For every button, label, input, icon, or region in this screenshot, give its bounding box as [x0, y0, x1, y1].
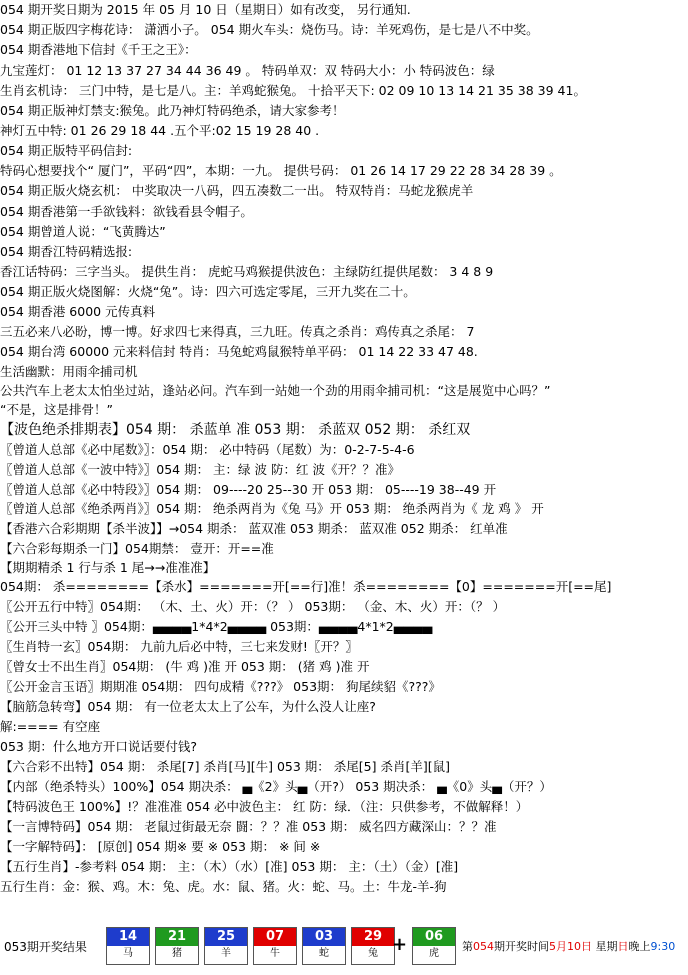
result-ball [106, 927, 150, 965]
text-line: 生肖玄机诗： 三门中特，是七是八。主：羊鸡蛇猴兔。 十拾平天下: 02 09 10 13 14 21 35 38 39 41。 [0, 83, 586, 98]
result-ball [351, 927, 395, 965]
text-line: 公共汽车上老太太怕坐过站，逢站必问。汽车到一站她一个劲的用雨伞捕司机：“这是展览中心吗？” [0, 383, 551, 398]
text-line: 054 期正版神灯禁支:猴兔。此乃神灯特码绝杀，请大家参考！ [0, 103, 345, 118]
text-line: 〖公开金言玉语〗期期准 054期： 四句成精《???》 053期： 狗尾续貂《???》 [0, 679, 441, 694]
text-line: 054 期香港地下信封《千王之王》： [0, 42, 197, 57]
text-line: 〖曾道人总部《一波中特》〗054 期： 主：绿 波 防：红 波《开？？准》 [0, 462, 400, 477]
text-line: 〖曾道人总部《必中尾数》〗：054 期： 必中特码（尾数）为：0-2-7-5-4-6 [0, 442, 415, 457]
ball-number: 21 [156, 928, 198, 946]
text-line: 【脑筋急转弯】054 期： 有一位老太太上了公车，为什么没人让座? [0, 699, 376, 714]
result-ball [204, 927, 248, 965]
next-draw-info [462, 938, 675, 954]
text-line: 【期期精杀 1 行与杀 1 尾→→准准准】 [0, 560, 216, 575]
text-line: 解:==== 有空座 [0, 719, 101, 734]
ball-number: 25 [205, 928, 247, 946]
text-line: 054 期香江特码精选报: [0, 244, 133, 259]
text-line: 〖生肖特一玄〗054期： 九前九后必中特，三七来发财!〖开？〗 [0, 639, 358, 654]
text-line: 五行生肖：金：猴、鸡。木：兔、虎。水：鼠、猪。火：蛇、马。土：牛龙-羊-狗 [0, 879, 447, 894]
text-line: 【一字解特码】： [原创] 054 期※ 要 ※ 053 期： ※ 间 ※ [0, 839, 321, 854]
text-line: 054 期曾道人说：“飞黄腾达” [0, 224, 166, 239]
results-label: 053期开奖结果 [4, 940, 87, 954]
next-draw-weekday: 日 [617, 940, 629, 953]
text-line: 〖曾道人总部《绝杀两肖》〗054 期： 绝杀两肖为《兔 马》开 053 期： 绝杀两肖为《 龙 鸡 》 开 [0, 501, 544, 516]
text-line: 〖公开五行中特〗054期： （木、土、火）开：（？ ） 053期： （金、木、火）开：（？ ） [0, 599, 506, 614]
ball-zodiac: 蛇 [303, 946, 345, 962]
text-line: 【特码波色王 100%】!？准准准 054 必中波色主： 红 防：绿．（注：只供参考，不做解释！） [0, 799, 529, 814]
ball-zodiac: 马 [107, 946, 149, 962]
text-line: 054期： 杀========【杀水】=======开[==行]准！杀========【0】=======开[==尾] [0, 579, 612, 594]
result-ball [253, 927, 297, 965]
result-ball [155, 927, 199, 965]
next-draw-text: 期开奖时间 [494, 940, 549, 953]
text-line: 054 期开奖日期为 2015 年 05 月 10 日（星期日）如有改变， 另行通知. [0, 2, 411, 17]
next-draw-date: 5月10日 [549, 940, 592, 953]
text-line: 054 期台湾 60000 元来料信封 特肖：马兔蛇鸡鼠猴特单平码： 01 14 22 33 47 48. [0, 344, 478, 359]
text-line: 九宝莲灯： 01 12 13 37 27 34 44 36 49 。 特码单双：双 特码大小：小 特码波色：绿 [0, 63, 495, 78]
text-line: 【一言博特码】054 期： 老鼠过街最无奈 闘：？？准 053 期： 威名四方藏深山：？？准 [0, 819, 497, 834]
text-line: 【内部（绝杀特头）100%】054 期决杀： ▄《2》头▄（开?） 053 期决杀： ▄《0》头▄（开？） [0, 779, 552, 794]
text-line: 〖曾道人总部《必中特段》〗054 期： 09----20 25--30 开 053 期： 05----19 38--49 开 [0, 482, 497, 497]
special-ball [412, 927, 456, 965]
text-line: 054 期香港 6000 元传真料 [0, 304, 156, 319]
text-line: 【波色绝杀排期表】054 期： 杀蓝单 准 053 期： 杀蓝双 052 期： 杀红双 [0, 422, 471, 438]
text-line: 〖曾女士不出生肖〗054期： (牛 鸡 )准 开 053 期： (猪 鸡 )准 开 [0, 659, 370, 674]
ball-number: 06 [413, 928, 455, 946]
text-line: 特码心想要找个“ 厦门”，平码“四”，本期：一九。 提供号码： 01 26 14 17 29 22 28 34 28 39 。 [0, 163, 562, 178]
text-line: 【香港六合彩期期【杀半波】】→054 期杀： 蓝双准 053 期杀： 蓝双准 052 期杀： 红单准 [0, 521, 508, 536]
ball-number: 03 [303, 928, 345, 946]
next-draw-text: 星期 [592, 940, 618, 953]
text-line: 〖公开三头中特 〗054期：▄▄▄▄1*4*2▄▄▄▄ 053期：▄▄▄▄4*1*2▄▄▄▄ [0, 619, 433, 634]
ball-zodiac: 虎 [413, 946, 455, 962]
ball-zodiac: 猪 [156, 946, 198, 962]
text-line: 生活幽默：用雨伞捕司机 [0, 364, 138, 379]
text-line: 054 期正版火烧玄机： 中奖取决一八码，四五凑数二一出。 特双特肖：马蛇龙猴虎羊 [0, 183, 474, 198]
text-line: 三五必来八必盼，博一博。好求四七来得真，三九旺。传真之杀肖：鸡传真之杀尾： 7 [0, 324, 475, 339]
next-draw-text: 第 [462, 940, 473, 953]
text-line: 【六合彩每期杀一门】054期禁： 壹开：开==准 [0, 541, 274, 556]
text-line: 054 期香港第一手欲钱料：欲钱看县令帽子。 [0, 204, 253, 219]
text-line: “不是，这是排骨！” [0, 402, 113, 417]
text-line: 053 期：什么地方开口说话要付钱? [0, 739, 197, 754]
text-line: 054 期正版火烧图解：火烧“兔”。诗：四六可选定零尾，三开九奖在二十。 [0, 284, 416, 299]
next-draw-issue: 054 [473, 940, 494, 953]
text-line: 【六合彩不出特】054 期： 杀尾[7] 杀肖[马][牛] 053 期： 杀尾[5] 杀肖[羊][鼠] [0, 759, 450, 774]
text-line: 香江话特码：三字当头。 提供生肖： 虎蛇马鸡猴提供波色：主绿防红提供尾数： 3 4 8 9 [0, 264, 494, 279]
ball-zodiac: 兔 [352, 946, 394, 962]
text-line: 神灯五中特: 01 26 29 18 44 .五个平:02 15 19 28 40 . [0, 123, 320, 138]
ball-number: 07 [254, 928, 296, 946]
ball-number: 29 [352, 928, 394, 946]
draw-results-bar [0, 925, 688, 970]
plus-sign: + [392, 934, 408, 955]
text-line: 【五行生肖】-参考料 054 期： 主：（木）（水）[准] 053 期： 主：（土）（金）[准] [0, 859, 459, 874]
text-line: 054 期正版特平码信封: [0, 143, 133, 158]
next-draw-text: 晚上 [628, 940, 651, 953]
ball-zodiac: 牛 [254, 946, 296, 962]
ball-number: 14 [107, 928, 149, 946]
ball-zodiac: 羊 [205, 946, 247, 962]
text-line: 054 期正版四字梅花诗： 潇洒小子。 054 期火车头：烧伤马。诗：羊死鸡伤，是七是八不中奖。 [0, 22, 539, 37]
next-draw-time: 9:30 [650, 940, 676, 953]
result-ball [302, 927, 346, 965]
